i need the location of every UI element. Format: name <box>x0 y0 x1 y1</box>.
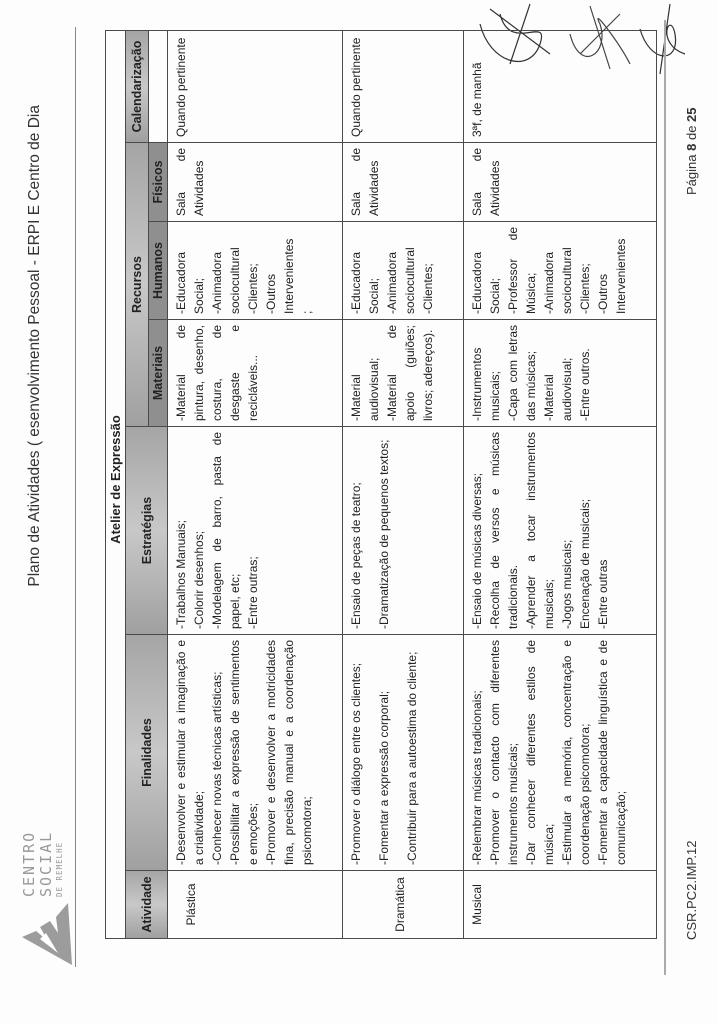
materiais-item: -Instrumentos musicais; <box>470 347 502 421</box>
estrategias-item: -Dramatização de pequenos textos; <box>377 439 391 629</box>
cell-materiais <box>167 319 343 427</box>
table-title-text: Atelier de Expressão <box>108 415 123 544</box>
materiais-item: -Material audiovisual; <box>542 357 574 421</box>
header-atividade: Atividade <box>125 870 168 939</box>
finalidades-item: -Promover o diálogo entre os clientes; <box>349 662 363 865</box>
page-sep: de <box>684 125 699 141</box>
cell-estrategias <box>342 426 464 635</box>
estrategias-item: -Recolha de versos e músicas tradicionais. <box>488 432 520 629</box>
humanos-item: -Animadora sociocultural <box>385 247 417 314</box>
humanos-item: -Educadora Social; <box>174 251 206 314</box>
header-humanos: Humanos <box>148 221 168 320</box>
humanos-item: -Educadora Social; <box>349 251 381 314</box>
finalidades-item: -Possibilitar a expressão de sentimentos e emoções; <box>228 640 260 865</box>
fisicos-item: Sala de Atividades <box>174 148 206 216</box>
cell-finalidades <box>342 634 464 871</box>
materiais-item: -Material de pintura, desenho, costura, de desgaste e recicláveis... <box>174 325 260 421</box>
humanos-item: ; <box>300 310 314 314</box>
header-calendarizacao: Calendarização <box>125 30 149 143</box>
estrategias-item: -Ensaio de músicas diversas; <box>470 472 484 629</box>
cell-materiais <box>463 319 657 427</box>
logo-line3: DE REMELHE <box>55 841 64 897</box>
cell-humanos <box>167 221 343 320</box>
calendarizacao-value: Quando pertinente <box>349 37 363 137</box>
atividade-value: Plástica <box>184 883 198 926</box>
humanos-item: -Clientes; <box>578 263 592 314</box>
cell-atividade <box>167 870 343 939</box>
cell-finalidades <box>463 634 657 871</box>
estrategias-item: -Aprender a tocar instrumentos musicais; <box>524 432 556 629</box>
humanos-item: -Clientes; <box>246 263 260 314</box>
finalidades-item: -Desenvolver e estimular a imaginação e a criatividade; <box>174 640 206 865</box>
humanos-item: -Professor de Música; <box>506 227 538 314</box>
calendarizacao-value: Quando pertinente <box>174 37 188 137</box>
estrategias-item: -Entre outras; <box>246 556 260 629</box>
centro-social-logo <box>18 817 74 967</box>
cell-humanos <box>342 221 464 320</box>
logo-line1: CENTRO <box>20 830 38 897</box>
logo-line2: SOCIAL <box>37 830 55 897</box>
humanos-item: -Animadora sociocultural <box>210 247 242 314</box>
table-title <box>108 30 123 939</box>
estrategias-item: -Entre outras <box>596 559 610 629</box>
fisicos-item: Sala de Atividades <box>349 148 381 216</box>
cell-calendarizacao <box>463 30 657 143</box>
estrategias-item: -Ensaio de peças de teatro; <box>349 482 363 629</box>
finalidades-item: -Dar conhecer diferentes estilos de música; <box>524 640 556 865</box>
page-total: 25 <box>684 107 699 122</box>
header-recursos: Recursos <box>125 142 149 427</box>
cell-finalidades <box>167 634 343 871</box>
header-calendarizacao-sub <box>148 30 168 143</box>
humanos-item: -Outros Intervenientes <box>596 238 628 314</box>
estrategias-item: -Jogos musicais; <box>560 539 574 629</box>
cell-atividade <box>342 870 464 939</box>
estrategias-item: -Modelagem de barro, pasta de papel, etc; <box>210 432 242 629</box>
document-header-title: Plano de Atividades ( esenvolvimento Pessoal - ERPI E Centro de Dia <box>26 105 43 587</box>
atividade-value: Dramática <box>393 877 407 932</box>
cell-calendarizacao <box>167 30 343 143</box>
finalidades-item: -Fomentar a capacidade linguística e de comunicação; <box>596 640 628 865</box>
page-prefix: Página <box>684 154 699 195</box>
humanos-item: -Educadora Social; <box>470 251 502 314</box>
finalidades-item: -Relembrar músicas tradicionais; <box>470 690 484 865</box>
estrategias-item: -Trabalhos Manuais; <box>174 520 188 629</box>
page-number <box>684 107 699 195</box>
finalidades-item: -Estimular a memória, concentração e coordenação psicomotora; <box>560 640 592 865</box>
header-finalidades: Finalidades <box>125 634 168 871</box>
atividade-value: Musical <box>470 884 484 925</box>
cell-estrategias <box>167 426 343 635</box>
materiais-item: -Capa com letras das músicas; <box>506 325 538 421</box>
materiais-item: -Material audiovisual; <box>349 357 381 421</box>
cell-humanos <box>463 221 657 320</box>
estrategias-item: Encenação de musicais; <box>578 498 592 629</box>
logo-emblem-icon <box>18 901 74 967</box>
finalidades-item: -Promover o contacto com diferentes instrumentos musicais; <box>488 640 520 865</box>
footer-divider <box>664 20 666 975</box>
header-estrategias: Estratégias <box>125 426 168 635</box>
header-fisicos: Físicos <box>148 142 168 222</box>
calendarizacao-value: 3ªf, de manhã <box>470 62 484 137</box>
humanos-item: -Outros Intervenientes <box>264 238 296 314</box>
cell-calendarizacao <box>342 30 464 143</box>
cell-estrategias <box>463 426 657 635</box>
document-code: CSR.PC2.IMP.12 <box>684 840 699 940</box>
cell-fisicos <box>463 142 657 222</box>
materiais-item: -Material de apoio (guiões; livros; adereços). <box>385 325 435 421</box>
estrategias-item: -Colorir desenhos; <box>192 530 206 629</box>
finalidades-item: -Contribuir para a autoestima do cliente; <box>405 651 419 865</box>
cell-atividade <box>463 870 657 939</box>
cell-fisicos <box>342 142 464 222</box>
humanos-item: -Clientes; <box>421 263 435 314</box>
materiais-item: -Entre outros. <box>578 348 592 421</box>
finalidades-item: -Promover e desenvolver a motricidades fina, precisão manual e a coordenação psicomotora; <box>264 640 314 865</box>
finalidades-item: -Conhecer novas técnicas artísticas; <box>210 671 224 865</box>
finalidades-item: -Fomentar a expressão corporal; <box>377 690 391 865</box>
page-current: 8 <box>684 143 699 151</box>
header-materiais: Materiais <box>148 319 168 427</box>
header-divider <box>75 27 76 967</box>
cell-materiais <box>342 319 464 427</box>
humanos-item: -Animadora sociocultural <box>542 247 574 314</box>
cell-fisicos <box>167 142 343 222</box>
fisicos-item: Sala de Atividades <box>470 148 502 216</box>
